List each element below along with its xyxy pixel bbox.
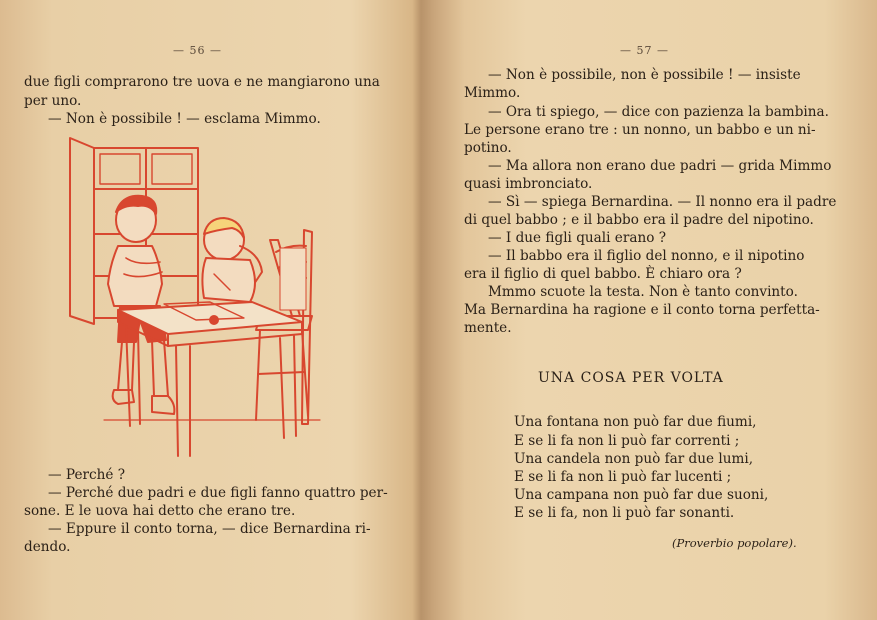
text-line: sone. E le uova hai detto che erano tre. xyxy=(24,503,296,519)
text-line: di quel babbo ; e il babbo era il padre del nipotino. xyxy=(464,212,814,228)
poem-title: UNA COSA PER VOLTA xyxy=(538,370,724,386)
text-line: due figli comprarono tre uova e ne mangiarono una xyxy=(24,74,380,90)
poem-line: E se li fa, non li può far sonanti. xyxy=(514,505,735,521)
page-number-right: — 57 — xyxy=(620,44,669,57)
children-at-desk-illustration xyxy=(64,134,340,468)
text-line: — Sì — spiega Bernardina. — Il nonno era il padre xyxy=(488,194,837,210)
text-line: era il figlio di quel babbo. È chiaro ora ? xyxy=(464,266,742,282)
poem-line: Una fontana non può far due fiumi, xyxy=(514,414,757,430)
text-line: per uno. xyxy=(24,93,82,109)
text-line: — Il babbo era il figlio del nonno, e il nipotino xyxy=(488,248,805,264)
text-line: — Non è possibile ! — esclama Mimmo. xyxy=(48,111,321,127)
poem-line: E se li fa non li può far correnti ; xyxy=(514,433,740,449)
text-line: — Ma allora non erano due padri — grida Mimmo xyxy=(488,158,832,174)
left-page xyxy=(0,0,412,620)
poem-line: Una campana non può far due suoni, xyxy=(514,487,769,503)
text-line: Mmmo scuote la testa. Non è tanto convinto. xyxy=(488,284,798,300)
text-line: — Perché ? xyxy=(48,467,126,483)
poem-line: Una candela non può far due lumi, xyxy=(514,451,754,467)
text-line: dendo. xyxy=(24,539,71,555)
text-line: Mimmo. xyxy=(464,85,521,101)
text-line: mente. xyxy=(464,320,512,336)
right-page xyxy=(418,0,877,620)
text-line: — Perché due padri e due figli fanno quattro per- xyxy=(48,485,388,501)
text-line: Le persone erano tre : un nonno, un babbo e un ni- xyxy=(464,122,816,138)
poem-line: E se li fa non li può far lucenti ; xyxy=(514,469,732,485)
text-line: Ma Bernardina ha ragione e il conto torna perfetta- xyxy=(464,302,820,318)
text-line: quasi imbronciato. xyxy=(464,176,593,192)
text-line: — Ora ti spiego, — dice con pazienza la bambina. xyxy=(488,104,829,120)
poem-credit: (Proverbio popolare). xyxy=(672,536,797,550)
page-number-left: — 56 — xyxy=(173,44,222,57)
text-line: — Eppure il conto torna, — dice Bernardina ri- xyxy=(48,521,371,537)
text-line: potino. xyxy=(464,140,512,156)
text-line: — Non è possibile, non è possibile ! — insiste xyxy=(488,67,801,83)
text-line: — I due figli quali erano ? xyxy=(488,230,666,246)
